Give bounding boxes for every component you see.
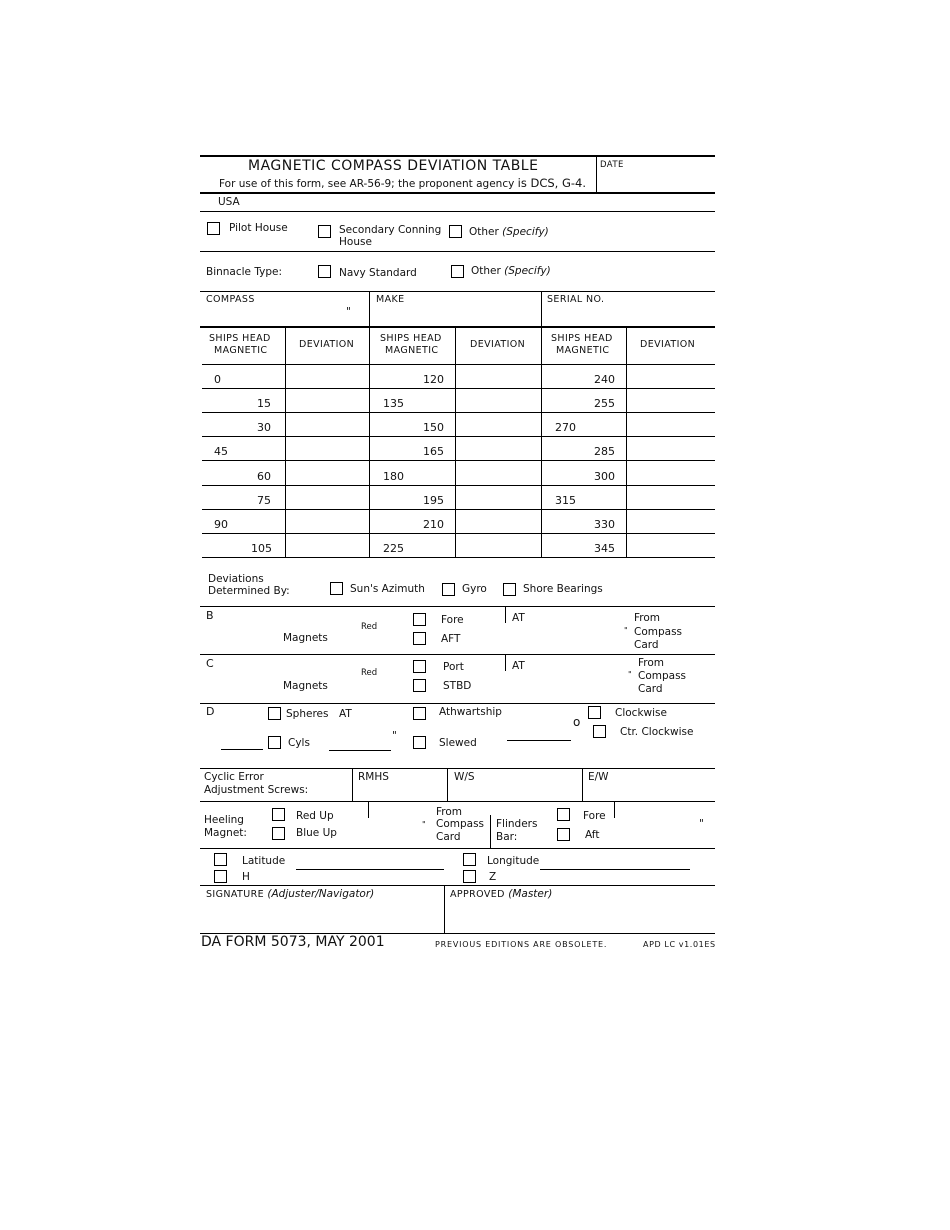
longitude-label: Longitude xyxy=(487,855,540,867)
b-letter: B xyxy=(206,609,214,622)
blue-up-checkbox[interactable] xyxy=(272,827,285,840)
heading-value: 330 xyxy=(594,518,615,531)
heading-value: 240 xyxy=(594,373,615,386)
binnacle-other-checkbox[interactable] xyxy=(451,265,464,278)
d-letter: D xyxy=(206,705,215,718)
serial-no-label: SERIAL NO. xyxy=(547,294,605,305)
heading-value: 345 xyxy=(594,542,615,555)
b-card-label: Card xyxy=(634,639,659,651)
location-other-text: Other xyxy=(469,226,499,238)
h-checkbox[interactable] xyxy=(214,870,227,883)
col2-header: DEVIATION xyxy=(299,339,355,350)
slewed-checkbox[interactable] xyxy=(413,736,426,749)
c-inch-mark: " xyxy=(628,670,632,679)
gyro-checkbox[interactable] xyxy=(442,583,455,596)
deviations-label-1: Deviations xyxy=(208,573,264,585)
ws-label: W/S xyxy=(454,771,475,783)
deviations-label-2: Determined By: xyxy=(208,585,290,597)
c-stbd-label: STBD xyxy=(443,680,472,692)
flinders-label-2: Bar: xyxy=(496,831,518,843)
form-title: MAGNETIC COMPASS DEVIATION TABLE xyxy=(248,158,539,174)
slewed-label: Slewed xyxy=(439,737,477,749)
heading-value: 315 xyxy=(555,494,576,507)
navy-standard-checkbox[interactable] xyxy=(318,265,331,278)
heeling-card-label: Card xyxy=(436,831,461,843)
spheres-checkbox[interactable] xyxy=(268,707,281,720)
b-compass-label: Compass xyxy=(634,626,683,638)
red-up-checkbox[interactable] xyxy=(272,808,285,821)
cyls-value-blank[interactable] xyxy=(329,750,391,751)
col3-header-line2: MAGNETIC xyxy=(385,345,439,356)
cyls-inch-mark: " xyxy=(392,730,397,742)
degree-symbol: o xyxy=(573,715,581,729)
signature-text: SIGNATURE xyxy=(206,889,265,900)
heading-value: 210 xyxy=(423,518,444,531)
heading-value: 90 xyxy=(214,518,228,531)
heeling-from-label: From xyxy=(436,806,463,818)
col6-header: DEVIATION xyxy=(640,339,696,350)
version-label: APD LC v1.01ES xyxy=(643,940,716,949)
b-from-label: From xyxy=(634,612,661,624)
z-label: Z xyxy=(489,871,497,883)
spheres-label: Spheres xyxy=(286,708,329,720)
c-at-label: AT xyxy=(512,660,525,672)
date-label: DATE xyxy=(600,160,624,170)
col3-header-line1: SHIPS HEAD xyxy=(380,333,442,344)
date-field[interactable] xyxy=(600,172,710,190)
b-magnets-label: Magnets xyxy=(283,632,328,644)
heading-value: 150 xyxy=(423,421,444,434)
signature-label xyxy=(206,888,374,900)
secondary-conning-checkbox[interactable] xyxy=(318,225,331,238)
heading-value: 60 xyxy=(257,470,271,483)
heading-value: 285 xyxy=(594,445,615,458)
approved-label xyxy=(450,888,552,900)
heeling-compass-label: Compass xyxy=(436,818,485,830)
obsolete-notice: PREVIOUS EDITIONS ARE OBSOLETE. xyxy=(435,940,608,949)
latitude-label: Latitude xyxy=(242,855,286,867)
clockwise-label: Clockwise xyxy=(615,707,667,719)
heading-value: 135 xyxy=(383,397,404,410)
org-label: USA xyxy=(218,196,240,208)
d-left-blank[interactable] xyxy=(221,749,263,750)
longitude-checkbox[interactable] xyxy=(463,853,476,866)
z-checkbox[interactable] xyxy=(463,870,476,883)
heading-value: 75 xyxy=(257,494,271,507)
flinders-aft-checkbox[interactable] xyxy=(557,828,570,841)
binnacle-specify-text: (Specify) xyxy=(504,265,551,277)
h-label: H xyxy=(242,871,250,883)
b-fore-checkbox[interactable] xyxy=(413,613,426,626)
c-magnets-label: Magnets xyxy=(283,680,328,692)
blue-up-label: Blue Up xyxy=(296,827,337,839)
cyclic-label-1: Cyclic Error xyxy=(204,771,264,783)
form-subtitle xyxy=(219,176,586,190)
shore-bearings-checkbox[interactable] xyxy=(503,583,516,596)
flinders-inch-mark: " xyxy=(699,818,704,830)
secondary-conning-label-1: Secondary Conning xyxy=(339,224,442,236)
gyro-label: Gyro xyxy=(462,583,487,595)
heading-value: 120 xyxy=(423,373,444,386)
c-letter: C xyxy=(206,657,214,670)
pilot-house-checkbox[interactable] xyxy=(207,222,220,235)
b-aft-checkbox[interactable] xyxy=(413,632,426,645)
heading-value: 300 xyxy=(594,470,615,483)
col5-header-line2: MAGNETIC xyxy=(556,345,610,356)
ew-label: E/W xyxy=(588,771,609,783)
col5-header-line1: SHIPS HEAD xyxy=(551,333,613,344)
navy-standard-label: Navy Standard xyxy=(339,267,417,279)
heading-value: 105 xyxy=(251,542,272,555)
subtitle-prefix: For use of this form, see AR-56-9; the proponent agency xyxy=(219,178,515,190)
c-from-label: From xyxy=(638,657,665,669)
col1-header-line1: SHIPS HEAD xyxy=(209,333,271,344)
heading-value: 270 xyxy=(555,421,576,434)
b-red-label: Red xyxy=(361,622,378,632)
c-red-label: Red xyxy=(361,668,378,678)
c-stbd-checkbox[interactable] xyxy=(413,679,426,692)
location-other-label xyxy=(469,226,549,238)
athwartship-label: Athwartship xyxy=(439,706,502,718)
athwartship-checkbox[interactable] xyxy=(413,707,426,720)
make-label: MAKE xyxy=(376,294,405,305)
cyls-checkbox[interactable] xyxy=(268,736,281,749)
ctr-clockwise-label: Ctr. Clockwise xyxy=(620,726,694,738)
b-at-label: AT xyxy=(512,612,525,624)
clockwise-checkbox[interactable] xyxy=(588,706,601,719)
heading-value: 180 xyxy=(383,470,404,483)
heading-value: 255 xyxy=(594,397,615,410)
signature-field[interactable] xyxy=(204,902,440,930)
compass-inch-mark: " xyxy=(346,306,351,318)
location-specify-text: (Specify) xyxy=(502,226,549,238)
binnacle-other-label xyxy=(471,265,551,277)
binnacle-label: Binnacle Type: xyxy=(206,266,283,278)
heeling-inch-mark: " xyxy=(422,820,426,829)
latitude-checkbox[interactable] xyxy=(214,853,227,866)
heading-value: 45 xyxy=(214,445,228,458)
cyclic-label-2: Adjustment Screws: xyxy=(204,784,309,796)
red-up-label: Red Up xyxy=(296,810,334,822)
heeling-label-1: Heeling xyxy=(204,814,244,826)
latitude-blank[interactable] xyxy=(296,869,444,870)
ctr-clockwise-checkbox[interactable] xyxy=(593,725,606,738)
heading-value: 225 xyxy=(383,542,404,555)
flinders-aft-label: Aft xyxy=(585,829,600,841)
binnacle-other-text: Other xyxy=(471,265,501,277)
longitude-blank[interactable] xyxy=(540,869,690,870)
location-other-checkbox[interactable] xyxy=(449,225,462,238)
heading-value: 165 xyxy=(423,445,444,458)
subtitle-agency: is DCS, G-4. xyxy=(517,176,587,190)
suns-azimuth-label: Sun's Azimuth xyxy=(350,583,425,595)
c-card-label: Card xyxy=(638,683,663,695)
shore-bearings-label: Shore Bearings xyxy=(523,583,603,595)
heading-value: 0 xyxy=(214,373,221,386)
approved-field[interactable] xyxy=(450,902,712,930)
heeling-label-2: Magnet: xyxy=(204,827,247,839)
compass-label: COMPASS xyxy=(206,294,255,305)
approved-text: APPROVED xyxy=(450,889,505,900)
c-port-checkbox[interactable] xyxy=(413,660,426,673)
flinders-fore-label: Fore xyxy=(583,810,606,822)
secondary-conning-label-2: House xyxy=(339,236,372,248)
b-aft-label: AFT xyxy=(441,633,461,645)
b-fore-label: Fore xyxy=(441,614,464,626)
slewed-degree-blank[interactable] xyxy=(507,740,571,741)
heading-value: 195 xyxy=(423,494,444,507)
col4-header: DEVIATION xyxy=(470,339,526,350)
heading-value: 15 xyxy=(257,397,271,410)
signature-sub: (Adjuster/Navigator) xyxy=(267,888,375,900)
c-port-label: Port xyxy=(443,661,464,673)
flinders-label-1: Flinders xyxy=(496,818,538,830)
b-inch-mark: " xyxy=(624,626,628,635)
approved-sub: (Master) xyxy=(508,888,553,900)
heading-value: 30 xyxy=(257,421,271,434)
flinders-fore-checkbox[interactable] xyxy=(557,808,570,821)
cyls-label: Cyls xyxy=(288,737,310,749)
rmhs-label: RMHS xyxy=(358,771,389,783)
pilot-house-label: Pilot House xyxy=(229,222,288,234)
col1-header-line2: MAGNETIC xyxy=(214,345,268,356)
c-compass-label: Compass xyxy=(638,670,687,682)
suns-azimuth-checkbox[interactable] xyxy=(330,582,343,595)
d-at-label: AT xyxy=(339,708,352,720)
form-id: DA FORM 5073, MAY 2001 xyxy=(201,934,385,950)
